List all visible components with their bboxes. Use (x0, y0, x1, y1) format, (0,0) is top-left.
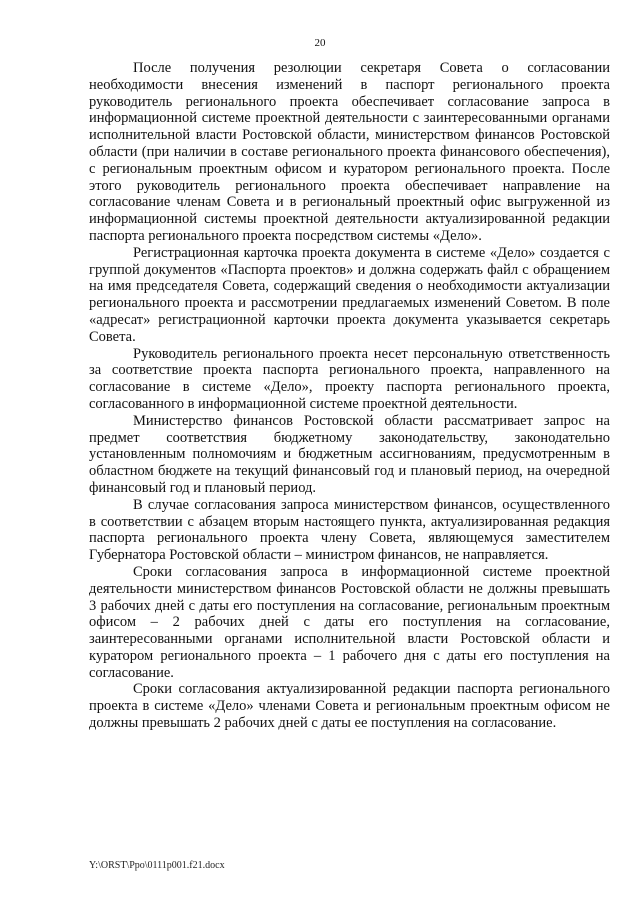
document-body (89, 60, 610, 732)
paragraph: Регистрационная карточка проекта документа в системе «Дело» создается с группой документов «Паспорта проектов» и должна содержать файл с обращением на имя председателя Совета, содержащий сведения о необходимости актуализации регионального проекта и рассмотрении предлагаемых изменений Советом. В поле «адресат» регистрационной карточки проекта документа указывается секретарь Совета. (89, 244, 610, 345)
paragraph: Министерство финансов Ростовской области рассматривает запрос на предмет соответствия бюджетному законодательству, законодательно установленным полномочиям и бюджетным ассигнованиям, предусмотренным в областном бюджете на текущий финансовый год и плановый период, на очередной финансовый год и плановый период. (89, 412, 610, 496)
paragraph: В случае согласования запроса министерством финансов, осуществленного в соответствии с абзацем вторым настоящего пункта, актуализированная редакция паспорта регионального проекта члену Совета, являющемуся заместителем Губернатора Ростовской области – министром финансов, не направляется. (89, 496, 610, 564)
page-number: 20 (314, 37, 326, 49)
paragraph: После получения резолюции секретаря Совета о согласовании необходимости внесения изменений в паспорт регионального проекта руководитель регионального проекта обеспечивает согласование запроса в информационной системе проектной деятельности с заинтересованными органами исполнительной власти Ростовской области, министерством финансов Ростовской области (при наличии в составе регионального проекта финансового обеспечения), с региональным проектным офисом и куратором регионального проекта. После этого руководитель регионального проекта обеспечивает направление на согласование членам Совета и в региональный проектный офис выгруженной из информационной системы проектной деятельности актуализированной редакции паспорта регионального проекта посредством системы «Дело». (89, 60, 610, 244)
paragraph: Руководитель регионального проекта несет персональную ответственность за соответствие проекта паспорта регионального проекта, направленного на согласование в системе «Дело», проекту паспорта регионального проекта, согласованного в информационной системе проектной деятельности. (89, 345, 610, 412)
footer-file-path: Y:\ORST\Ppo\0111p001.f21.docx (89, 860, 225, 871)
paragraph: Сроки согласования актуализированной редакции паспорта регионального проекта в системе «Дело» членами Совета и региональным проектным офисом не должны превышать 2 рабочих дней с даты ее поступления на согласование. (89, 681, 610, 732)
paragraph: Сроки согласования запроса в информационной системе проектной деятельности министерством финансов Ростовской области не должны превышать 3 рабочих дней с даты его поступления на согласование, региональным проектным офисом – 2 рабочих дней с даты его поступления на согласование, заинтересованными органами исполнительной власти Ростовской области и куратором регионального проекта – 1 рабочего дня с даты его поступления на согласование. (89, 563, 610, 681)
